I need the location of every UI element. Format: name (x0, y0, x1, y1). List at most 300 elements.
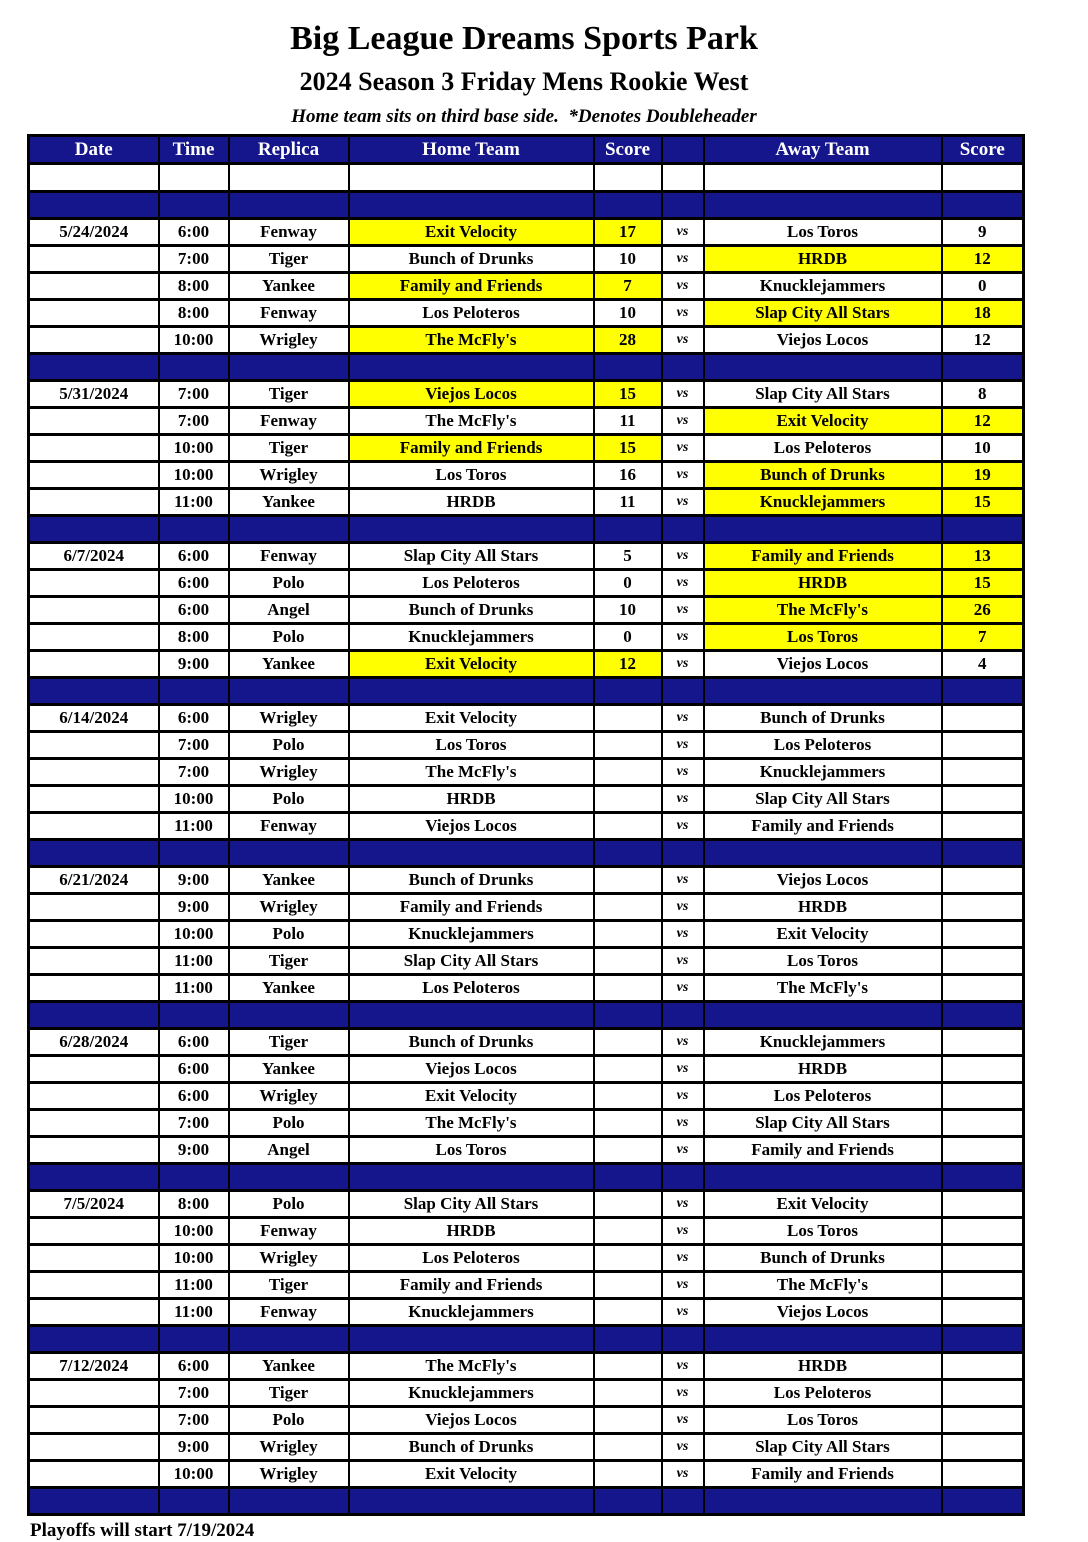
home-team-cell: Knucklejammers (349, 1380, 594, 1407)
away-team-cell: HRDB (704, 246, 942, 273)
away-team-cell: Exit Velocity (704, 1191, 942, 1218)
time-cell: 11:00 (159, 489, 229, 516)
time-cell: 6:00 (159, 543, 229, 570)
away-score-cell (942, 1407, 1024, 1434)
week-separator-row (29, 1488, 1024, 1515)
date-cell (29, 921, 159, 948)
game-row (29, 300, 1024, 327)
home-score-cell (594, 1299, 662, 1326)
game-row (29, 894, 1024, 921)
home-team-cell: Bunch of Drunks (349, 246, 594, 273)
away-team-cell: Slap City All Stars (704, 300, 942, 327)
away-score-cell (942, 948, 1024, 975)
home-score-cell: 11 (594, 408, 662, 435)
game-row (29, 1083, 1024, 1110)
empty-row (29, 164, 1024, 192)
replica-cell: Fenway (229, 408, 349, 435)
home-team-cell (349, 840, 594, 867)
away-score-cell (942, 516, 1024, 543)
week-separator-row (29, 192, 1024, 219)
time-cell: 7:00 (159, 732, 229, 759)
date-cell (29, 1299, 159, 1326)
vs-cell: vs (662, 327, 704, 354)
time-cell: 10:00 (159, 1461, 229, 1488)
date-cell: 7/12/2024 (29, 1353, 159, 1380)
home-score-cell (594, 975, 662, 1002)
away-score-cell: 19 (942, 462, 1024, 489)
away-score-cell (942, 1488, 1024, 1515)
time-cell: 7:00 (159, 381, 229, 408)
game-row (29, 435, 1024, 462)
away-score-cell (942, 1164, 1024, 1191)
date-cell (29, 246, 159, 273)
away-team-cell (704, 1326, 942, 1353)
replica-cell: Wrigley (229, 894, 349, 921)
time-cell: 8:00 (159, 1191, 229, 1218)
away-score-cell: 12 (942, 246, 1024, 273)
vs-cell: vs (662, 300, 704, 327)
home-team-cell (349, 1488, 594, 1515)
replica-cell (229, 678, 349, 705)
time-cell: 10:00 (159, 786, 229, 813)
replica-cell: Wrigley (229, 1245, 349, 1272)
time-cell (159, 192, 229, 219)
home-team-cell: Knucklejammers (349, 921, 594, 948)
date-cell (29, 1218, 159, 1245)
game-row (29, 624, 1024, 651)
away-score-cell (942, 786, 1024, 813)
game-row (29, 1056, 1024, 1083)
away-team-cell (704, 678, 942, 705)
vs-cell: vs (662, 1218, 704, 1245)
page-note: Home team sits on third base side. *Denotes Doubleheader (291, 106, 757, 127)
week-separator-row (29, 678, 1024, 705)
away-team-cell: Los Toros (704, 624, 942, 651)
away-team-cell: Viejos Locos (704, 651, 942, 678)
game-row (29, 948, 1024, 975)
vs-cell: vs (662, 219, 704, 246)
vs-cell: vs (662, 489, 704, 516)
time-cell (159, 840, 229, 867)
away-team-cell: The McFly's (704, 975, 942, 1002)
page-subtitle: 2024 Season 3 Friday Mens Rookie West (299, 67, 749, 96)
date-cell (29, 1434, 159, 1461)
away-team-cell: Bunch of Drunks (704, 705, 942, 732)
away-team-cell (704, 164, 942, 192)
header-cell-away-score: Score (942, 136, 1024, 164)
date-cell (29, 1461, 159, 1488)
date-cell (29, 1245, 159, 1272)
date-cell (29, 1326, 159, 1353)
home-score-cell (594, 1245, 662, 1272)
vs-cell: vs (662, 705, 704, 732)
vs-cell (662, 354, 704, 381)
away-team-cell (704, 1488, 942, 1515)
home-score-cell (594, 1110, 662, 1137)
game-row (29, 219, 1024, 246)
game-row (29, 1299, 1024, 1326)
game-row (29, 1110, 1024, 1137)
date-cell (29, 273, 159, 300)
vs-cell (662, 1002, 704, 1029)
home-team-cell: HRDB (349, 1218, 594, 1245)
home-score-cell: 16 (594, 462, 662, 489)
date-cell (29, 1056, 159, 1083)
home-score-cell (594, 1056, 662, 1083)
away-team-cell: Knucklejammers (704, 1029, 942, 1056)
vs-cell: vs (662, 1407, 704, 1434)
home-score-cell (594, 894, 662, 921)
away-score-cell (942, 1461, 1024, 1488)
date-cell (29, 813, 159, 840)
date-cell (29, 300, 159, 327)
time-cell: 11:00 (159, 975, 229, 1002)
header-cell-home-score: Score (594, 136, 662, 164)
away-team-cell: Los Peloteros (704, 732, 942, 759)
away-team-cell: The McFly's (704, 1272, 942, 1299)
week-separator-row (29, 1164, 1024, 1191)
home-score-cell (594, 1434, 662, 1461)
date-cell (29, 1164, 159, 1191)
replica-cell: Wrigley (229, 327, 349, 354)
game-row (29, 570, 1024, 597)
date-cell (29, 1488, 159, 1515)
game-row (29, 1218, 1024, 1245)
home-team-cell: Los Peloteros (349, 570, 594, 597)
game-row (29, 246, 1024, 273)
week-separator-row (29, 354, 1024, 381)
replica-cell: Wrigley (229, 1461, 349, 1488)
home-score-cell: 17 (594, 219, 662, 246)
replica-cell: Wrigley (229, 1434, 349, 1461)
away-team-cell: Los Toros (704, 219, 942, 246)
header-cell-home-team: Home Team (349, 136, 594, 164)
date-cell (29, 462, 159, 489)
time-cell (159, 1326, 229, 1353)
time-cell (159, 1164, 229, 1191)
home-score-cell: 10 (594, 246, 662, 273)
time-cell (159, 354, 229, 381)
home-score-cell (594, 1407, 662, 1434)
replica-cell (229, 516, 349, 543)
home-team-cell (349, 1326, 594, 1353)
time-cell (159, 164, 229, 192)
vs-cell: vs (662, 1380, 704, 1407)
replica-cell: Polo (229, 1191, 349, 1218)
game-row (29, 1245, 1024, 1272)
vs-cell (662, 516, 704, 543)
week-separator-row (29, 516, 1024, 543)
away-team-cell: Knucklejammers (704, 489, 942, 516)
away-team-cell: Viejos Locos (704, 867, 942, 894)
away-team-cell: Viejos Locos (704, 327, 942, 354)
away-score-cell (942, 678, 1024, 705)
away-team-cell: HRDB (704, 1056, 942, 1083)
away-score-cell (942, 1245, 1024, 1272)
game-row (29, 651, 1024, 678)
away-score-cell (942, 1272, 1024, 1299)
home-score-cell (594, 759, 662, 786)
home-score-cell (594, 867, 662, 894)
home-team-cell: Slap City All Stars (349, 1191, 594, 1218)
vs-cell: vs (662, 651, 704, 678)
home-score-cell (594, 840, 662, 867)
home-score-cell (594, 813, 662, 840)
game-row (29, 327, 1024, 354)
away-team-cell: Exit Velocity (704, 921, 942, 948)
away-score-cell: 8 (942, 381, 1024, 408)
vs-cell: vs (662, 1272, 704, 1299)
away-score-cell: 13 (942, 543, 1024, 570)
vs-cell: vs (662, 1299, 704, 1326)
replica-cell: Tiger (229, 1272, 349, 1299)
replica-cell: Polo (229, 786, 349, 813)
home-score-cell: 12 (594, 651, 662, 678)
time-cell: 9:00 (159, 651, 229, 678)
replica-cell: Fenway (229, 813, 349, 840)
away-score-cell (942, 705, 1024, 732)
away-team-cell (704, 516, 942, 543)
date-cell (29, 192, 159, 219)
home-score-cell: 7 (594, 273, 662, 300)
home-team-cell: Los Toros (349, 462, 594, 489)
away-team-cell: Exit Velocity (704, 408, 942, 435)
replica-cell: Fenway (229, 543, 349, 570)
date-cell (29, 1137, 159, 1164)
time-cell: 7:00 (159, 246, 229, 273)
home-team-cell (349, 164, 594, 192)
home-team-cell: Bunch of Drunks (349, 867, 594, 894)
footer-note: Playoffs will start 7/19/2024 (30, 1520, 255, 1541)
home-team-cell: Los Peloteros (349, 1245, 594, 1272)
game-row (29, 1407, 1024, 1434)
away-score-cell (942, 1056, 1024, 1083)
vs-cell: vs (662, 921, 704, 948)
away-team-cell: Los Toros (704, 1218, 942, 1245)
replica-cell (229, 840, 349, 867)
home-score-cell: 15 (594, 435, 662, 462)
replica-cell: Fenway (229, 1299, 349, 1326)
replica-cell: Tiger (229, 246, 349, 273)
away-score-cell: 12 (942, 408, 1024, 435)
replica-cell: Polo (229, 1110, 349, 1137)
time-cell: 10:00 (159, 921, 229, 948)
home-score-cell (594, 732, 662, 759)
page-title: Big League Dreams Sports Park (290, 20, 758, 57)
away-team-cell (704, 354, 942, 381)
replica-cell: Polo (229, 732, 349, 759)
home-team-cell (349, 1164, 594, 1191)
time-cell: 8:00 (159, 300, 229, 327)
time-cell: 10:00 (159, 1245, 229, 1272)
home-team-cell: Exit Velocity (349, 1461, 594, 1488)
home-team-cell: The McFly's (349, 759, 594, 786)
home-team-cell: Knucklejammers (349, 1299, 594, 1326)
date-cell: 6/7/2024 (29, 543, 159, 570)
home-team-cell (349, 354, 594, 381)
replica-cell: Wrigley (229, 705, 349, 732)
vs-cell: vs (662, 759, 704, 786)
home-score-cell (594, 1353, 662, 1380)
home-team-cell: Exit Velocity (349, 219, 594, 246)
date-cell (29, 975, 159, 1002)
vs-cell: vs (662, 570, 704, 597)
time-cell: 9:00 (159, 894, 229, 921)
replica-cell: Yankee (229, 975, 349, 1002)
game-row (29, 759, 1024, 786)
game-row (29, 381, 1024, 408)
date-cell (29, 1272, 159, 1299)
time-cell (159, 1002, 229, 1029)
away-team-cell: Slap City All Stars (704, 1434, 942, 1461)
time-cell: 6:00 (159, 570, 229, 597)
home-score-cell (594, 786, 662, 813)
home-team-cell: Family and Friends (349, 894, 594, 921)
vs-cell (662, 1488, 704, 1515)
home-team-cell: Family and Friends (349, 435, 594, 462)
date-cell: 6/21/2024 (29, 867, 159, 894)
away-score-cell (942, 759, 1024, 786)
home-team-cell: Slap City All Stars (349, 948, 594, 975)
home-score-cell (594, 1002, 662, 1029)
vs-cell (662, 164, 704, 192)
away-score-cell (942, 1029, 1024, 1056)
date-cell (29, 597, 159, 624)
vs-cell: vs (662, 273, 704, 300)
home-score-cell (594, 354, 662, 381)
vs-cell: vs (662, 1353, 704, 1380)
away-team-cell: HRDB (704, 570, 942, 597)
away-score-cell: 18 (942, 300, 1024, 327)
home-score-cell (594, 192, 662, 219)
away-team-cell: Los Peloteros (704, 1083, 942, 1110)
home-score-cell (594, 1164, 662, 1191)
replica-cell: Yankee (229, 273, 349, 300)
away-team-cell (704, 192, 942, 219)
date-cell: 6/28/2024 (29, 1029, 159, 1056)
home-team-cell: The McFly's (349, 408, 594, 435)
away-score-cell: 26 (942, 597, 1024, 624)
home-score-cell (594, 1272, 662, 1299)
time-cell: 10:00 (159, 327, 229, 354)
away-score-cell: 4 (942, 651, 1024, 678)
game-row (29, 732, 1024, 759)
replica-cell: Wrigley (229, 759, 349, 786)
home-score-cell (594, 678, 662, 705)
time-cell: 6:00 (159, 597, 229, 624)
home-team-cell: Exit Velocity (349, 705, 594, 732)
vs-cell: vs (662, 867, 704, 894)
vs-cell: vs (662, 813, 704, 840)
game-row (29, 705, 1024, 732)
home-score-cell (594, 921, 662, 948)
home-score-cell: 0 (594, 570, 662, 597)
replica-cell: Polo (229, 921, 349, 948)
vs-cell: vs (662, 462, 704, 489)
away-score-cell (942, 867, 1024, 894)
home-team-cell: Los Toros (349, 732, 594, 759)
away-score-cell (942, 1299, 1024, 1326)
away-score-cell (942, 1353, 1024, 1380)
date-cell (29, 570, 159, 597)
away-team-cell (704, 840, 942, 867)
away-team-cell: Los Peloteros (704, 1380, 942, 1407)
replica-cell: Yankee (229, 489, 349, 516)
home-team-cell: Los Peloteros (349, 300, 594, 327)
date-cell (29, 435, 159, 462)
home-score-cell (594, 1137, 662, 1164)
week-separator-row (29, 840, 1024, 867)
time-cell: 7:00 (159, 1380, 229, 1407)
time-cell: 9:00 (159, 867, 229, 894)
home-score-cell (594, 1218, 662, 1245)
away-team-cell (704, 1002, 942, 1029)
away-team-cell (704, 1164, 942, 1191)
game-row (29, 921, 1024, 948)
replica-cell: Yankee (229, 651, 349, 678)
home-score-cell: 10 (594, 597, 662, 624)
away-score-cell (942, 1380, 1024, 1407)
home-team-cell: Los Peloteros (349, 975, 594, 1002)
home-team-cell: Bunch of Drunks (349, 1434, 594, 1461)
away-score-cell (942, 1326, 1024, 1353)
vs-cell: vs (662, 1245, 704, 1272)
home-team-cell: Viejos Locos (349, 1056, 594, 1083)
away-team-cell: Slap City All Stars (704, 786, 942, 813)
game-row (29, 1434, 1024, 1461)
away-score-cell (942, 894, 1024, 921)
away-score-cell (942, 813, 1024, 840)
home-team-cell (349, 192, 594, 219)
vs-cell: vs (662, 948, 704, 975)
away-team-cell: Slap City All Stars (704, 381, 942, 408)
game-row (29, 489, 1024, 516)
away-team-cell: Bunch of Drunks (704, 462, 942, 489)
time-cell: 11:00 (159, 1299, 229, 1326)
date-cell (29, 894, 159, 921)
home-score-cell (594, 164, 662, 192)
away-team-cell: Los Toros (704, 1407, 942, 1434)
date-cell (29, 164, 159, 192)
date-cell (29, 786, 159, 813)
away-score-cell (942, 1002, 1024, 1029)
away-score-cell (942, 1110, 1024, 1137)
replica-cell: Fenway (229, 1218, 349, 1245)
away-score-cell: 0 (942, 273, 1024, 300)
home-score-cell (594, 1029, 662, 1056)
home-score-cell (594, 1461, 662, 1488)
vs-cell: vs (662, 543, 704, 570)
game-row (29, 1137, 1024, 1164)
game-row (29, 597, 1024, 624)
away-score-cell (942, 1137, 1024, 1164)
home-score-cell (594, 1326, 662, 1353)
time-cell: 7:00 (159, 1407, 229, 1434)
vs-cell: vs (662, 1191, 704, 1218)
date-cell (29, 1002, 159, 1029)
away-team-cell: Knucklejammers (704, 759, 942, 786)
home-team-cell: Knucklejammers (349, 624, 594, 651)
away-team-cell: Family and Friends (704, 813, 942, 840)
time-cell: 7:00 (159, 759, 229, 786)
away-score-cell: 15 (942, 570, 1024, 597)
home-team-cell: Bunch of Drunks (349, 1029, 594, 1056)
home-score-cell: 11 (594, 489, 662, 516)
header-cell-time: Time (159, 136, 229, 164)
time-cell: 8:00 (159, 273, 229, 300)
home-score-cell (594, 1191, 662, 1218)
time-cell (159, 678, 229, 705)
